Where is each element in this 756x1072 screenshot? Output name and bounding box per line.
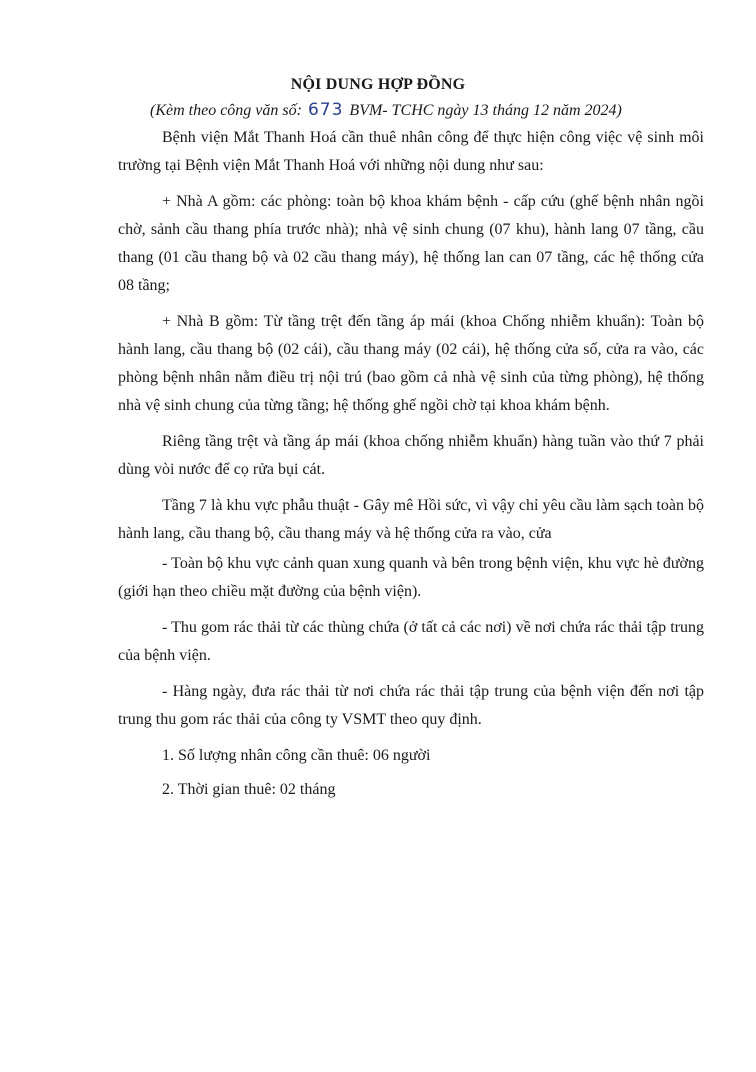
building-a-paragraph: + Nhà A gồm: các phòng: toàn bộ khoa khám bệnh - cấp cứu (ghế bệnh nhân ngồi chờ, sảnh cầu thang phía trước nhà); nhà vệ sinh chung (07 khu), hành lang 07 tầng, cầu thang (01 cầu thang bộ và 02 cầu thang máy), hệ thống lan can 07 tầng, các hệ thống cửa 08 tầng; [118,193,704,294]
document-title: NỘI DUNG HỢP ĐỒNG [290,76,466,93]
subtitle-prefix: (Kèm theo công văn số: [150,102,302,119]
staff-count-item: 1. Số lượng nhân công cần thuê: 06 người [162,747,431,764]
building-b-paragraph: + Nhà B gồm: Từ tầng trệt đến tầng áp mái (khoa Chống nhiễm khuẩn): Toàn bộ hành lang, cầu thang bộ (02 cái), cầu thang máy (02 cái), hệ thống cửa số, cửa ra vào, các phòng bệnh nhân nằm điều trị nội trú (bao gồm cả nhà vệ sinh của từng phòng), hệ thống nhà vệ sinh chung của từng tầng; hệ thống ghế ngồi chờ tại khoa khám bệnh. [118,313,704,414]
intro-paragraph: Bệnh viện Mắt Thanh Hoá cần thuê nhân công để thực hiện công việc vệ sinh môi trường tại Bệnh viện Mắt Thanh Hoá với những nội dung như sau: [118,129,704,174]
document-body [118,124,704,810]
document-subtitle [150,100,710,120]
waste-collection-paragraph: - Thu gom rác thải từ các thùng chứa (ở tất cả các nơi) về nơi chứa rác thải tập trung của bệnh viện. [118,619,704,664]
landscape-paragraph: - Toàn bộ khu vực cảnh quan xung quanh và bên trong bệnh viện, khu vực hè đường (giới hạn theo chiều mặt đường của bệnh viện). [118,555,704,600]
handwritten-document-number: 673 [307,100,344,120]
daily-waste-paragraph: - Hàng ngày, đưa rác thải từ nơi chứa rác thải tập trung của bệnh viện đến nơi tập trung thu gom rác thải của công ty VSMT theo quy định. [118,683,704,728]
ground-floor-paragraph: Riêng tầng trệt và tầng áp mái (khoa chống nhiễm khuẩn) hàng tuần vào thứ 7 phải dùng vòi nước để cọ rửa bụi cát. [118,433,704,478]
subtitle-suffix: BVM- TCHC ngày 13 tháng 12 năm 2024) [349,102,622,119]
floor-7-paragraph: Tầng 7 là khu vực phẫu thuật - Gây mê Hồi sức, vì vậy chỉ yêu cầu làm sạch toàn bộ hành lang, cầu thang bộ, cầu thang máy và hệ thống cửa ra vào, cửa [118,497,704,542]
duration-item: 2. Thời gian thuê: 02 tháng [162,781,336,798]
